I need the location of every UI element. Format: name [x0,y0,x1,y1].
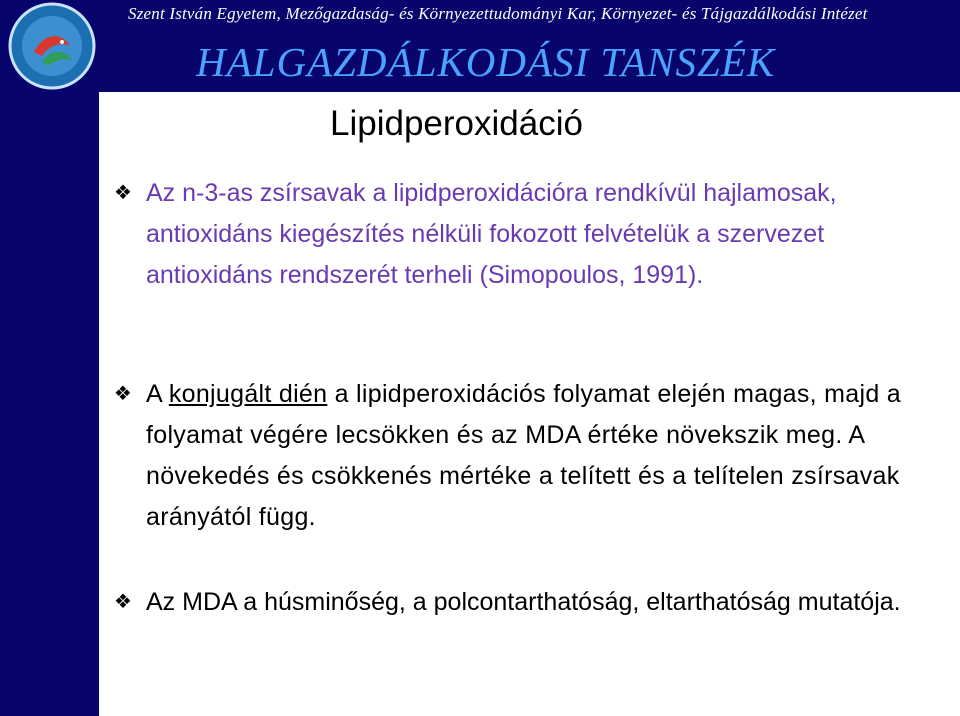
four-diamond-bullet-icon: ❖ [114,182,132,204]
slide-title: Lipidperoxidáció [330,104,583,143]
bullet-text [146,374,938,538]
four-diamond-bullet-icon: ❖ [114,591,132,613]
bullet-text-prefix: A [146,380,169,408]
institution-name: Szent István Egyetem, Mezőgazdaság- és Környezettudományi Kar, Környezet- és Tájgazdálkodási Intézet [128,4,868,23]
bullet-item [108,374,938,538]
department-name: HALGAZDÁLKODÁSI TANSZÉK [196,39,776,85]
underlined-term: konjugált dién [168,380,328,408]
bullet-item [108,173,938,296]
fish-logo-icon [4,2,100,90]
four-diamond-bullet-icon: ❖ [113,383,133,405]
left-sidebar-band [0,92,99,716]
bullet-text-suffix: a lipidperoxidációs folyamat elején magas, majd a folyamat végére lecsökken és az MDA értéke növekszik meg. A növekedés és csökkenés mértéke a telített és a telítelen zsírsavak arányától függ. [146,380,901,531]
bullet-item [108,582,938,623]
header-banner [0,0,960,92]
bullet-text: Az MDA a húsminőség, a polcontarthatóság, eltarthatóság mutatója. [146,588,901,616]
bullet-text: Az n-3-as zsírsavak a lipidperoxidációra rendkívül hajlamosak, antioxidáns kiegészítés nélküli fokozott felvételük a szervezet antioxidáns rendszerét terheli (Simopoulos, 1991). [146,179,837,289]
